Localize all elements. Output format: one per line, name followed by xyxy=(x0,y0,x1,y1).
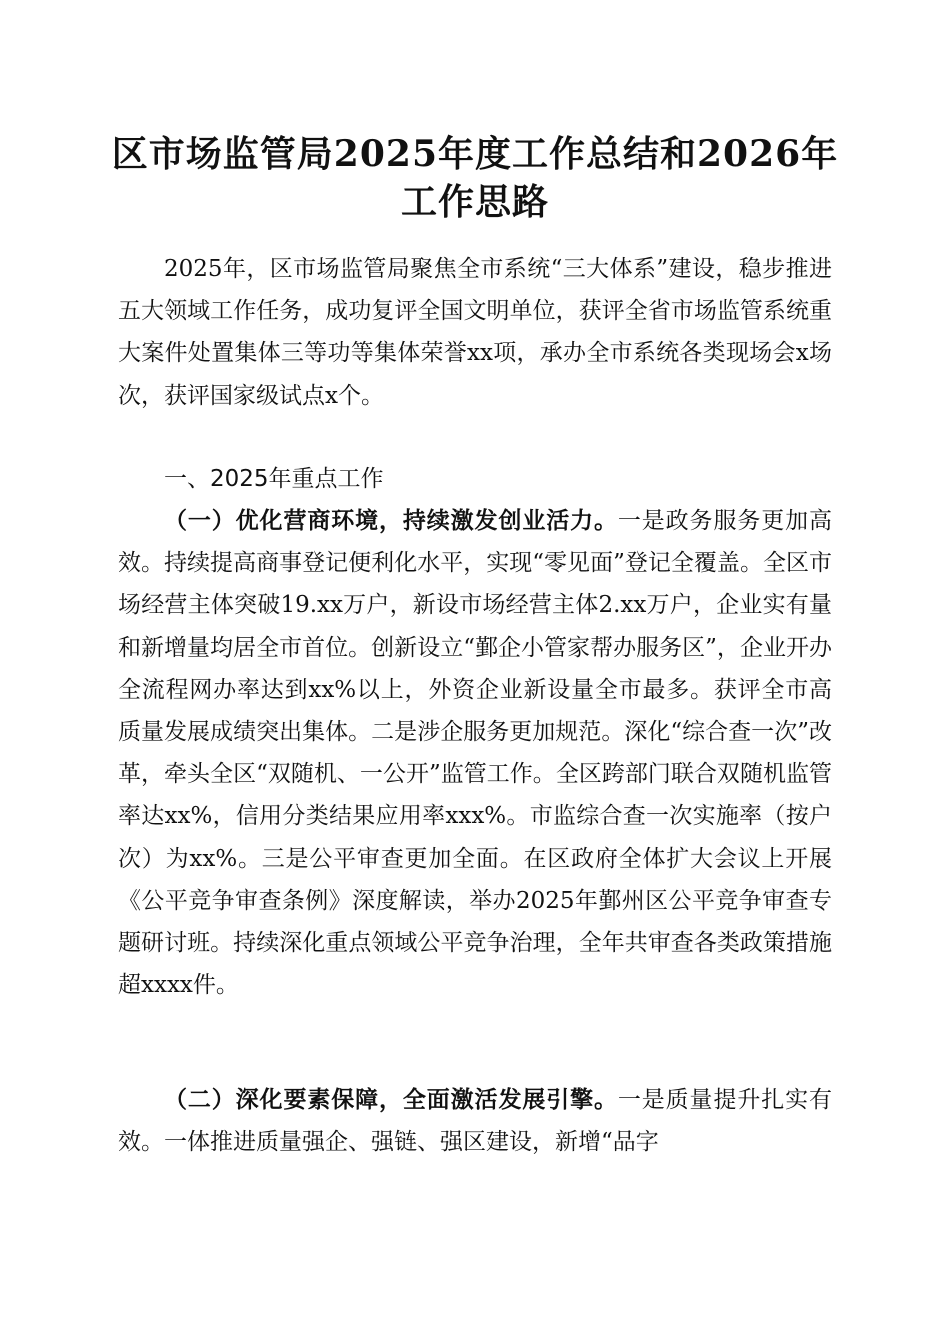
document-title: 区市场监管局2025年度工作总结和2026年工作思路 xyxy=(111,133,839,223)
item-2-lead: （二）深化要素保障，全面激活发展引擎。 xyxy=(164,1086,618,1113)
item-1-lead: （一）优化营商环境，持续激发创业活力。 xyxy=(164,507,618,534)
item-2-text: 一是质量提升扎实有效。一体推进质量强企、强链、强区建设，新增“品字 xyxy=(118,1087,833,1156)
item-1-paragraph xyxy=(118,500,832,1006)
section-heading: 一、2025年重点工作 xyxy=(164,466,384,492)
item-1-text: 一是政务服务更加高效。持续提高商事登记便利化水平，实现“零见面”登记全覆盖。全区市场经营主体突破19.xx万户，新设市场经营主体2.xx万户，企业实有量和新增量均居全市首位。创新设立“鄞企小管家帮办服务区”，企业开办全流程网办率达到xx%以上，外资企业新设量全市最多。获评全市高质量发展成绩突出集体。二是涉企服务更加规范。深化“综合查一次”改革，牵头全区“双随机、一公开”监管工作。全区跨部门联合双随机监管率达xx%，信用分类结果应用率xxx%。市监综合查一次实施率（按户次）为xx%。三是公平审查更加全面。在区政府全体扩大会议上开展《公平竞争审查条例》深度解读，举办2025年鄞州区公平竞争审查专题研讨班。持续深化重点领域公平竞争治理，全年共审查各类政策措施超xxxx件。 xyxy=(118,508,833,999)
intro-paragraph: 2025年，区市场监管局聚焦全市系统“三大体系”建设，稳步推进五大领域工作任务，成功复评全国文明单位，获评全省市场监管系统重大案件处置集体三等功等集体荣誉xx项，承办全市系统各类现场会x场次，获评国家级试点x个。 xyxy=(118,256,832,409)
item-2-paragraph xyxy=(118,1079,832,1163)
